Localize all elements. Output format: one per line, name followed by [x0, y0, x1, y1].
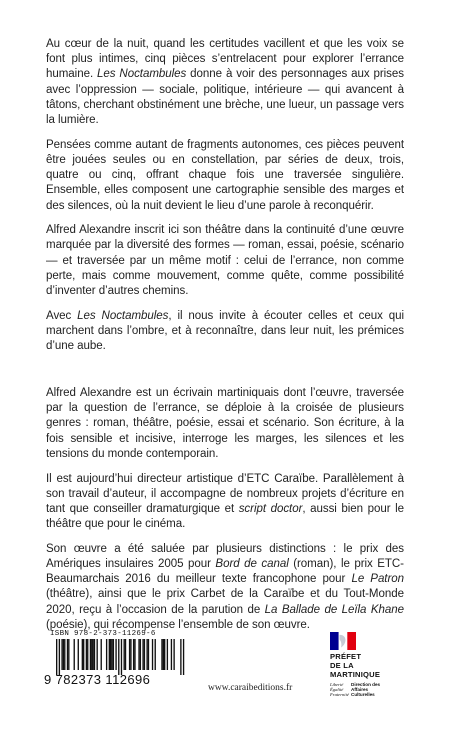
blurb-paragraph-4: Avec Les Noctambules, il nous invite à écouter celles et ceux qui marchent dans l’ombre, et à reconnaître, dans leur nuit, les prémices d’une aube. [46, 309, 404, 353]
barcode-icon [48, 639, 190, 675]
marianne-flag-icon [330, 632, 356, 650]
publisher-website: www.caraibeditions.fr [208, 683, 293, 693]
direction-affaires-culturelles [351, 682, 380, 697]
barcode-digits: 9 782373 112696 [44, 672, 151, 687]
prefet-line-3: MARTINIQUE [330, 670, 381, 679]
prefet-line-1: PRÉFET [330, 652, 362, 661]
direction-line-1: Direction des [351, 682, 381, 687]
prefet-line-2: DE LA [330, 661, 354, 670]
bio-paragraph-2: Il est aujourd’hui directeur artistique d’ETC Caraïbe. Parallèlement à son travail d’auteur, il accompagne de nombreux projets d’écriture en tant que conseiller dramaturgique et script doctor, aussi bien pour le théâtre que pour le cinéma. [46, 472, 404, 531]
motto-egalite: Égalité [330, 687, 344, 692]
prefet-martinique-logo [330, 632, 410, 702]
isbn-label: ISBN 978-2-373-11269-6 [50, 630, 156, 638]
republic-motto [330, 682, 349, 697]
blurb-paragraph-2: Pensées comme autant de fragments autonomes, ces pièces peuvent être jouées seules ou en constellation, par séries de deux, trois, quatre ou cinq, offrant chaque fois une traversée singulière. Ensemble, elles composent une cartographie sensible des marges et des silences, où la nuit devient le lieu d’une parole à reconquérir. [46, 138, 404, 212]
bio-paragraph-1: Alfred Alexandre est un écrivain martiniquais dont l’œuvre, traversée par la question de l’errance, se déploie à la croisée de plusieurs genres : roman, théâtre, poésie, essai et scénario. Son écriture, à la fois sensible et incisive, interroge les marges, les silences et les tensions du monde contemporain. [46, 387, 404, 460]
blurb-paragraph-3: Alfred Alexandre inscrit ici son théâtre dans la continuité d’une œuvre marquée par la diversité des formes — roman, essai, poésie, scénario — et traversée par un même motif : celui de l’errance, non comme perte, mais comme mouvement, comme quête, comme possibilité d’inventer d’autres chemins. [46, 224, 404, 298]
author-biography [46, 386, 404, 643]
back-cover-blurb [46, 37, 404, 364]
direction-line-2: Affaires [351, 687, 369, 692]
motto-fraternite: Fraternité [330, 692, 349, 697]
direction-line-3: Culturelles [351, 692, 375, 697]
isbn-barcode [44, 630, 194, 692]
bio-paragraph-3: Son œuvre a été saluée par plusieurs distinctions : le prix des Amériques insulaires 2005 pour Bord de canal (roman), le prix ETC-Beaumarchais 2016 du meilleur texte francophone pour Le Patron (théâtre), ainsi que le prix Carbet de la Caraïbe et du Tout-Monde 2020, reçu à l’occasion de la parution de La Ballade de Leïla Khane (poésie), qui récompense l’ensemble de son œuvre. [46, 542, 405, 631]
blurb-paragraph-1: Au cœur de la nuit, quand les certitudes vacillent et que les voix se font plus intimes, cinq pièces s’entrelacent pour explorer l’errance humaine. Les Noctambules donne à voir des personnages aux prises avec l’oppression — sociale, politique, intérieure — qui avancent à tâtons, cherchant obstinément une brèche, une lueur, un passage vers la lumière. [46, 38, 404, 127]
motto-liberte: Liberté [330, 682, 344, 687]
